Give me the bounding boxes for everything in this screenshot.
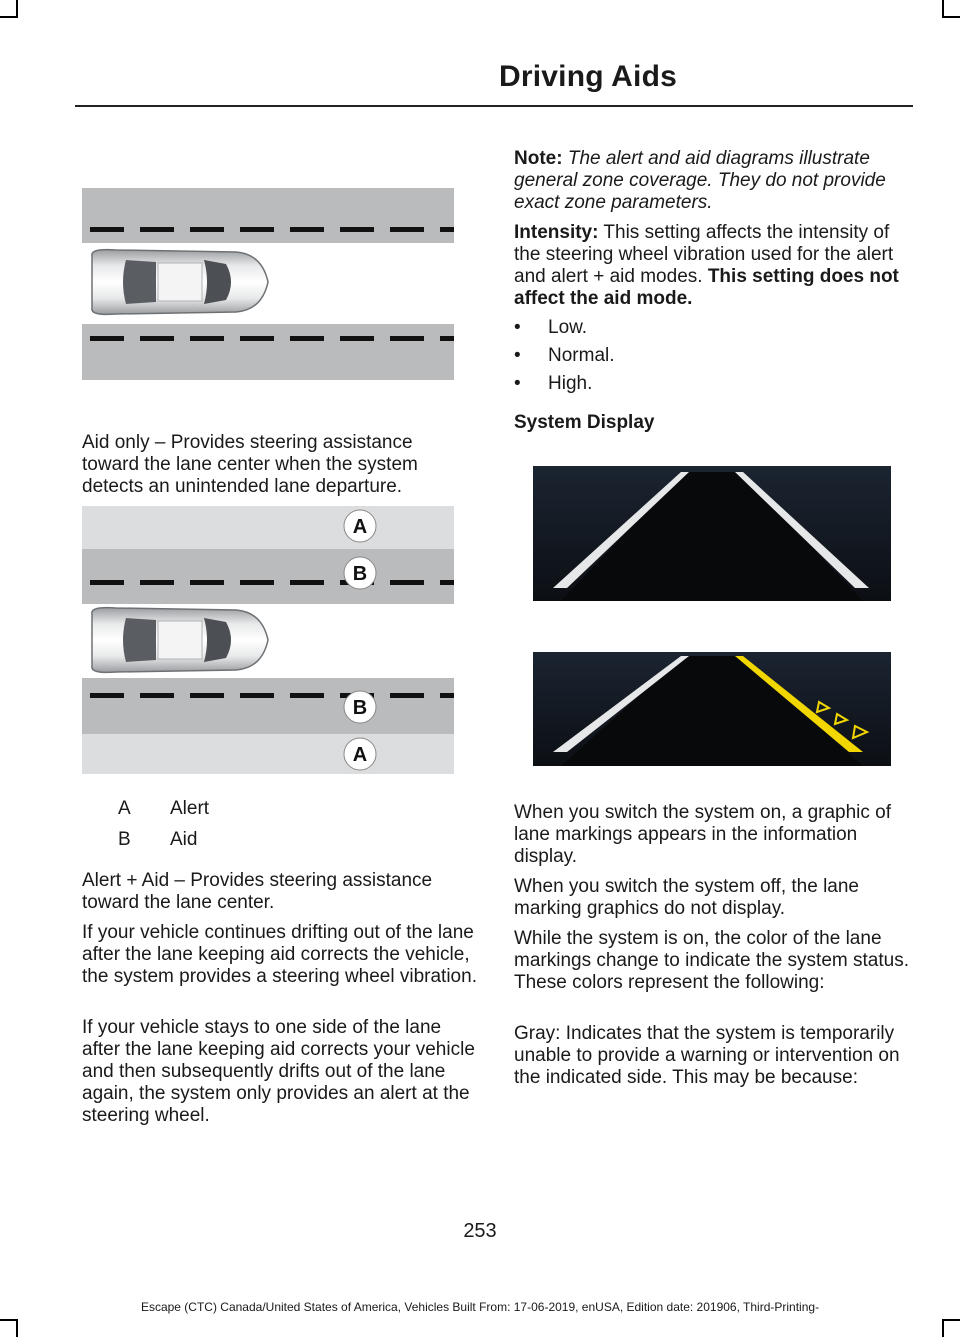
lane-diagram-aid-only <box>82 188 454 380</box>
dashed-line-top <box>90 580 454 585</box>
dashed-line-bottom <box>90 693 454 698</box>
bullet-icon: • <box>514 345 521 366</box>
dashed-line-bottom <box>90 336 454 341</box>
intensity-bold-note: This setting does not affect the aid mode. <box>514 266 899 309</box>
intensity-label: Intensity: <box>514 222 599 243</box>
legend-key: B <box>118 829 131 850</box>
switch-on-paragraph: When you switch the system on, a graphic of lane markings appears in the information display. <box>514 802 892 867</box>
lane-bottom-band <box>82 324 454 380</box>
lane-top-band <box>82 188 454 243</box>
display-lane-graphic-alert <box>533 652 891 766</box>
page-title: Driving Aids <box>499 60 677 93</box>
callout-b-top <box>344 557 376 589</box>
note-text: The alert and aid diagrams illustrate general zone coverage. They do not provide exact zone parameters. <box>514 148 886 213</box>
aid-only-description: Aid only – Provides steering assistance toward the lane center when the system detects an unintended lane departure. <box>82 432 418 497</box>
vehicle-top-view <box>92 250 268 315</box>
footer-text: Escape (CTC) Canada/United States of America, Vehicles Built From: 17-06-2019, enUSA, Edition date: 201906, Third-Printing- <box>140 1300 820 1314</box>
legend-value: Alert <box>170 798 210 819</box>
crop-mark <box>16 1319 18 1337</box>
intensity-text: This setting affects the intensity of the steering wheel vibration used for the alert and alert + aid modes. <box>514 222 894 287</box>
alert-zone-bottom <box>82 734 454 774</box>
callout-label-a-top: A <box>352 516 368 538</box>
crop-mark <box>0 16 18 18</box>
page-number: 253 <box>463 1220 497 1242</box>
crop-mark <box>0 1319 18 1321</box>
callout-a-bottom <box>344 738 376 770</box>
lane-diagram-alert-aid <box>82 506 454 774</box>
crop-mark <box>942 1319 944 1337</box>
note-paragraph <box>514 148 910 214</box>
vehicle-top-view <box>92 608 268 673</box>
aid-zone-top <box>82 549 454 604</box>
callout-label-b-top: B <box>352 563 368 585</box>
bullet-icon: • <box>514 373 521 394</box>
callout-label-a-bottom: A <box>352 744 368 766</box>
switch-off-paragraph: When you switch the system off, the lane marking graphics do not display. <box>514 876 859 919</box>
drift-paragraph: If your vehicle continues drifting out of the lane after the lane keeping aid corrects the vehicle, the system provides a steering wheel vibration. <box>82 922 477 987</box>
bullet-icon: • <box>514 317 521 338</box>
header-divider <box>75 105 913 107</box>
intensity-paragraph <box>514 222 910 310</box>
crop-mark <box>942 16 960 18</box>
legend-value: Aid <box>170 829 198 850</box>
callout-a-top <box>344 510 376 542</box>
gray-paragraph: Gray: Indicates that the system is temporarily unable to provide a warning or intervention on the indicated side. This may be because: <box>514 1023 900 1088</box>
alert-aid-description: Alert + Aid – Provides steering assistance toward the lane center. <box>82 870 433 913</box>
note-label: Note: <box>514 148 563 169</box>
callout-label-b-bottom: B <box>352 697 368 719</box>
display-lane-graphic-normal <box>533 466 891 601</box>
legend-key: A <box>118 798 131 819</box>
callout-b-bottom <box>344 691 376 723</box>
color-paragraph: While the system is on, the color of the lane markings change to indicate the system status. These colors represent the following: <box>514 928 909 993</box>
crop-mark <box>942 1319 960 1321</box>
stays-paragraph: If your vehicle stays to one side of the lane after the lane keeping aid corrects your vehicle and then subsequently drifts out of the lane again, the system only provides an alert at the steering wheel. <box>82 1017 475 1126</box>
alert-zone-top <box>82 506 454 549</box>
system-display-heading: System Display <box>514 412 655 433</box>
aid-zone-bottom <box>82 678 454 734</box>
dashed-line-top <box>90 227 454 232</box>
